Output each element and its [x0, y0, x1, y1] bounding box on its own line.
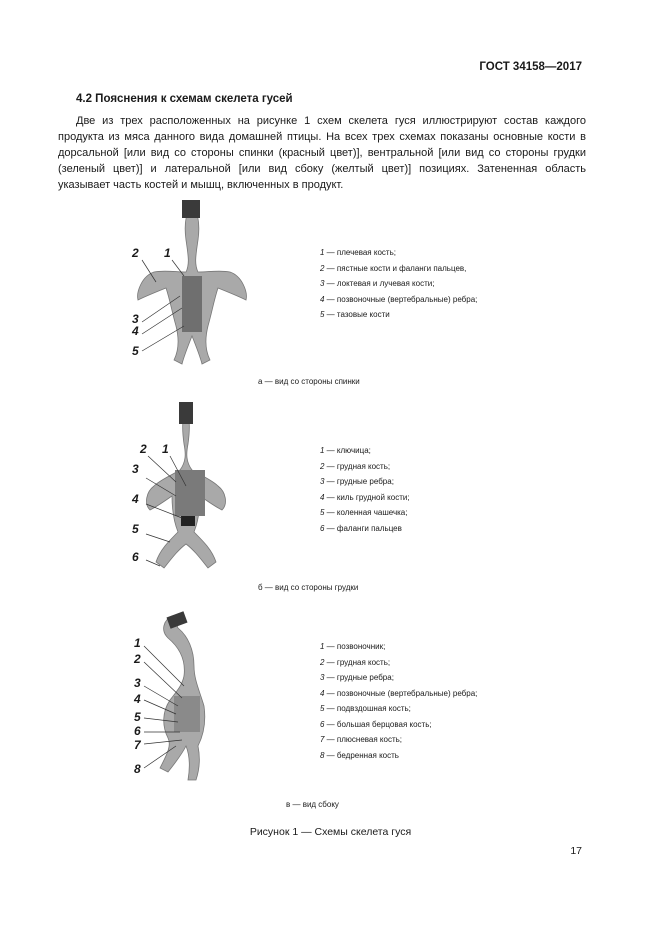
goose-lateral-diagram — [120, 606, 320, 792]
section-title: 4.2 Пояснения к схемам скелета гусей — [76, 93, 293, 105]
legend-item: 6 — фаланги пальцев — [320, 523, 402, 533]
figure-lateral — [120, 606, 320, 792]
legend-item: 4 — позвоночные (вертебральные) ребра; — [320, 688, 478, 698]
callout-3: 3 — [132, 312, 139, 326]
legend-dorsal — [320, 248, 477, 326]
callout-6: 6 — [134, 724, 141, 738]
figure-dorsal — [120, 196, 320, 376]
legend-lateral — [320, 642, 477, 766]
legend-item: 2 — грудная кость; — [320, 657, 391, 667]
callout-3: 3 — [134, 676, 141, 690]
legend-item: 4 — позвоночные (вертебральные) ребра; — [320, 294, 478, 304]
callout-2: 2 — [132, 246, 139, 260]
callout-1: 1 — [164, 246, 171, 260]
legend-item: 1 — плечевая кость; — [320, 248, 396, 257]
legend-item: 1 — позвоночник; — [320, 642, 386, 651]
callout-4: 4 — [134, 692, 141, 706]
callout-1: 1 — [134, 636, 141, 650]
legend-item: 3 — локтевая и лучевая кости; — [320, 279, 435, 288]
legend-item: 5 — коленная чашечка; — [320, 508, 408, 517]
legend-item: 2 — пястные кости и фаланги пальцев, — [320, 263, 467, 273]
legend-item: 5 — подвздошная кость; — [320, 704, 411, 713]
callout-8: 8 — [134, 762, 141, 776]
legend-item: 3 — грудные ребра; — [320, 477, 394, 486]
legend-item: 2 — грудная кость; — [320, 461, 391, 471]
legend-ventral — [320, 446, 410, 539]
callout-5: 5 — [132, 344, 139, 358]
goose-ventral-diagram — [120, 400, 320, 580]
callout-2: 2 — [140, 442, 147, 456]
subcaption-dorsal: а — вид со стороны спинки — [258, 377, 360, 386]
legend-item: 7 — плюсневая кость; — [320, 735, 403, 744]
callout-1: 1 — [162, 442, 169, 456]
figure-caption: Рисунок 1 — Схемы скелета гуся — [249, 826, 412, 838]
callout-3: 3 — [132, 462, 139, 476]
callout-2: 2 — [134, 652, 141, 666]
callout-4: 4 — [132, 492, 139, 506]
callout-5: 5 — [134, 710, 141, 724]
goose-dorsal-diagram — [120, 196, 320, 376]
legend-item: 5 — тазовые кости — [320, 310, 390, 319]
page-number: 17 — [570, 845, 582, 857]
legend-item: 1 — ключица; — [320, 446, 371, 455]
figure-ventral — [120, 400, 320, 580]
legend-item: 4 — киль грудной кости; — [320, 492, 410, 502]
callout-5: 5 — [132, 522, 139, 536]
legend-item: 3 — грудные ребра; — [320, 673, 394, 682]
legend-item: 6 — большая берцовая кость; — [320, 719, 432, 729]
callout-6: 6 — [132, 550, 139, 564]
subcaption-ventral: б — вид со стороны грудки — [258, 583, 359, 592]
callout-4: 4 — [132, 324, 139, 338]
intro-paragraph — [58, 113, 586, 193]
subcaption-lateral: в — вид сбоку — [286, 800, 339, 809]
callout-7: 7 — [134, 738, 141, 752]
running-header: ГОСТ 34158—2017 — [479, 61, 582, 73]
intro-text: Две из трех расположенных на рисунке 1 схем скелета гуся иллюстрируют состав каждого продукта из мяса данного вида домашней птицы. На всех трех схемах показаны основные кости в дорсальной [или вид со стороны спинки (красный цвет)], вентральной [или вид со стороны грудки (зеленый цвет)] и латеральной [или вид сбоку (желтый цвет)] позициях. Затененная область указывает часть костей и мышц, включенных в продукт. — [58, 115, 586, 191]
legend-item: 8 — бедренная кость — [320, 750, 399, 760]
